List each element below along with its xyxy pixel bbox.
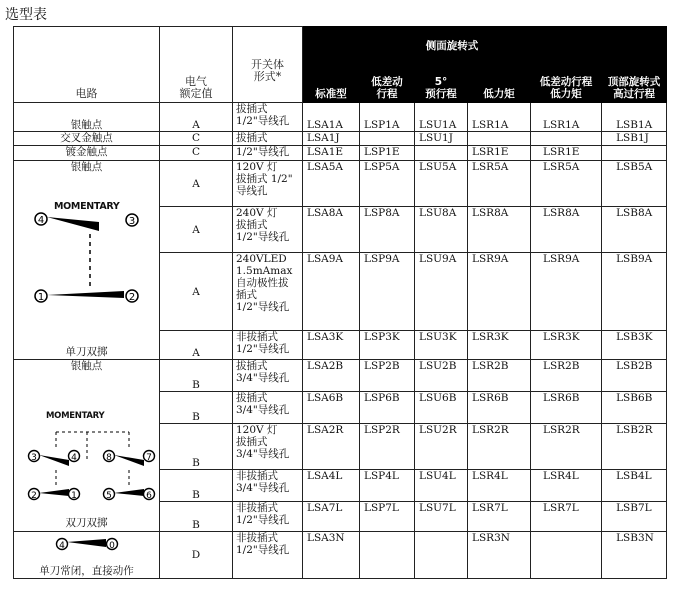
part-cell: LSP2B [360, 360, 415, 392]
circuit-silver-label: 银触点 [70, 161, 103, 173]
part-cell: LSA2B [303, 360, 360, 392]
form-cell: 非拔插式 3/4"导线孔 [233, 470, 303, 502]
part-cell [415, 532, 468, 579]
part-cell: LSP9A [360, 253, 415, 330]
part-cell: LSU9A [415, 253, 468, 330]
part-cell: LSA9A [303, 253, 360, 330]
form-cell: 120V 灯 拔插式 3/4"导线孔 [233, 424, 303, 470]
header-top-rotary: 顶部旋转式 高过行程 [602, 27, 667, 103]
terminal-label: 8 [106, 453, 112, 463]
part-cell: LSB6B [602, 392, 667, 424]
header-circuit: 电路 [14, 27, 160, 103]
part-cell: LSR9A [468, 253, 531, 330]
part-cell: LSU1A [415, 103, 468, 132]
circuit-silver-label: 银触点 [70, 360, 103, 372]
part-cell: LSR7L [468, 502, 531, 532]
part-cell: LSU5A [415, 161, 468, 207]
header-low-diff: 低差动 行程 [360, 55, 415, 103]
terminal-label: 4 [71, 453, 77, 463]
part-cell: LSB4L [602, 470, 667, 502]
circuit-silver: 银触点 [14, 103, 160, 132]
rating-cell: B [160, 360, 233, 392]
rating-cell: C [160, 132, 233, 146]
terminal-label: 7 [146, 453, 152, 463]
part-cell: LSB5A [602, 161, 667, 207]
rating-cell: A [160, 103, 233, 132]
part-cell: LSA3N [303, 532, 360, 579]
part-cell: LSU7L [415, 502, 468, 532]
rating-cell: B [160, 392, 233, 424]
part-cell: LSP3K [360, 330, 415, 359]
part-cell: LSR5A [468, 161, 531, 207]
part-cell: LSA1J [303, 132, 360, 146]
circuit-ac-gold: 交叉金触点 [14, 132, 160, 146]
form-cell: 拔插式 [233, 132, 303, 146]
terminal-label: 3 [128, 216, 136, 227]
rating-cell: A [160, 253, 233, 330]
part-cell: LSB8A [602, 207, 667, 253]
part-cell: LSA1A [303, 103, 360, 132]
part-cell [531, 132, 602, 146]
header-low-force: 低力矩 [468, 55, 531, 103]
form-cell: 240VLED 1.5mAmax 自动极性拔 插式 1/2"导线孔 [233, 253, 303, 330]
part-cell: LSA5A [303, 161, 360, 207]
rating-cell: A [160, 161, 233, 207]
momentary-label: MOMENTARY [54, 201, 120, 212]
part-cell: LSR8A [531, 207, 602, 253]
part-cell: LSA2R [303, 424, 360, 470]
part-cell: LSR1A [531, 103, 602, 132]
spno-schematic [14, 534, 160, 560]
part-cell: LSP6B [360, 392, 415, 424]
part-cell: LSU6B [415, 392, 468, 424]
part-cell: LSB2B [602, 360, 667, 392]
part-cell: LSR5A [531, 161, 602, 207]
circuit-gold-plated: 镀金触点 [14, 146, 160, 161]
part-cell: LSR8A [468, 207, 531, 253]
dpdt-schematic [14, 420, 160, 530]
terminal-label: 2 [31, 491, 37, 501]
part-cell [415, 146, 468, 161]
part-cell: LSB3K [602, 330, 667, 359]
circuit-dpdt-label: 双刀双掷 [65, 517, 108, 529]
part-cell: LSP1E [360, 146, 415, 161]
part-cell: LSP1A [360, 103, 415, 132]
part-cell: LSR2R [468, 424, 531, 470]
part-cell: LSA6B [303, 392, 360, 424]
terminal-label: 5 [106, 491, 112, 501]
part-cell: LSB1A [602, 103, 667, 132]
part-cell: LSR3K [468, 330, 531, 359]
form-cell: 120V 灯 拔插式 1/2" 导线孔 [233, 161, 303, 207]
part-cell: LSU3K [415, 330, 468, 359]
selection-table [13, 26, 667, 579]
part-cell [468, 132, 531, 146]
part-cell: LSU4L [415, 470, 468, 502]
part-cell: LSU2R [415, 424, 468, 470]
part-cell: LSB9A [602, 253, 667, 330]
terminal-label: 4 [59, 541, 65, 551]
circuit-spno-label: 单刀常闭，直接动作 [39, 565, 134, 577]
terminal-label: 1 [71, 491, 77, 501]
page-title: 选型表 [5, 7, 47, 23]
rating-cell: B [160, 502, 233, 532]
rating-cell: A [160, 330, 233, 359]
part-cell: LSP8A [360, 207, 415, 253]
part-cell: LSR3N [468, 532, 531, 579]
form-cell: 拔插式 3/4"导线孔 [233, 360, 303, 392]
part-cell: LSA3K [303, 330, 360, 359]
rating-cell: D [160, 532, 233, 579]
part-cell: LSP4L [360, 470, 415, 502]
part-cell: LSR7L [531, 502, 602, 532]
rating-cell: A [160, 207, 233, 253]
part-cell: LSU1J [415, 132, 468, 146]
part-cell: LSA4L [303, 470, 360, 502]
terminal-label: 2 [128, 292, 136, 303]
circuit-spdt-cell [14, 161, 160, 360]
part-cell: LSP7L [360, 502, 415, 532]
form-cell: 1/2"导线孔 [233, 146, 303, 161]
part-cell [602, 146, 667, 161]
circuit-spdt-label: 单刀双掷 [65, 346, 108, 358]
part-cell [360, 532, 415, 579]
part-cell: LSR2R [531, 424, 602, 470]
header-standard: 标准型 [303, 55, 360, 103]
part-cell: LSA8A [303, 207, 360, 253]
header-side-rotary: 侧面旋转式 [303, 27, 602, 55]
terminal-label: 6 [146, 491, 152, 501]
header-rating: 电气 额定值 [160, 27, 233, 103]
terminal-label: 1 [37, 292, 45, 303]
part-cell: LSP2R [360, 424, 415, 470]
part-cell: LSA7L [303, 502, 360, 532]
header-lowdiff-lowforce: 低差动行程 低力矩 [531, 55, 602, 103]
spdt-schematic [14, 209, 160, 359]
part-cell: LSR6B [531, 392, 602, 424]
part-cell: LSB2R [602, 424, 667, 470]
terminal-label: 3 [31, 453, 37, 463]
part-cell: LSR4L [468, 470, 531, 502]
rating-cell: C [160, 146, 233, 161]
part-cell: LSR6B [468, 392, 531, 424]
part-cell: LSU2B [415, 360, 468, 392]
part-cell: LSP5A [360, 161, 415, 207]
form-cell: 非拔插式 1/2"导线孔 [233, 532, 303, 579]
part-cell: LSR1E [468, 146, 531, 161]
terminal-label: 0 [109, 541, 115, 551]
rating-cell: B [160, 424, 233, 470]
circuit-spno-cell [14, 532, 160, 579]
part-cell [531, 532, 602, 579]
part-cell: LSR4L [531, 470, 602, 502]
part-cell: LSB7L [602, 502, 667, 532]
header-form: 开关体 形式* [233, 27, 303, 103]
header-pre5: 5° 预行程 [415, 55, 468, 103]
part-cell: LSR3K [531, 330, 602, 359]
terminal-label: 4 [37, 215, 45, 226]
part-cell: LSR1E [531, 146, 602, 161]
form-cell: 拔插式 1/2"导线孔 [233, 103, 303, 132]
part-cell: LSB1J [602, 132, 667, 146]
form-cell: 非拔插式 1/2"导线孔 [233, 502, 303, 532]
part-cell: LSB3N [602, 532, 667, 579]
part-cell: LSR1A [468, 103, 531, 132]
part-cell: LSR2B [468, 360, 531, 392]
rating-cell: B [160, 470, 233, 502]
form-cell: 非拔插式 1/2"导线孔 [233, 330, 303, 359]
momentary-label: MOMENTARY [46, 411, 105, 421]
part-cell: LSR9A [531, 253, 602, 330]
part-cell: LSA1E [303, 146, 360, 161]
part-cell: LSR2B [531, 360, 602, 392]
circuit-dpdt-cell [14, 360, 160, 532]
form-cell: 拔插式 3/4"导线孔 [233, 392, 303, 424]
form-cell: 240V 灯 拔插式 1/2"导线孔 [233, 207, 303, 253]
part-cell: LSU8A [415, 207, 468, 253]
part-cell [360, 132, 415, 146]
